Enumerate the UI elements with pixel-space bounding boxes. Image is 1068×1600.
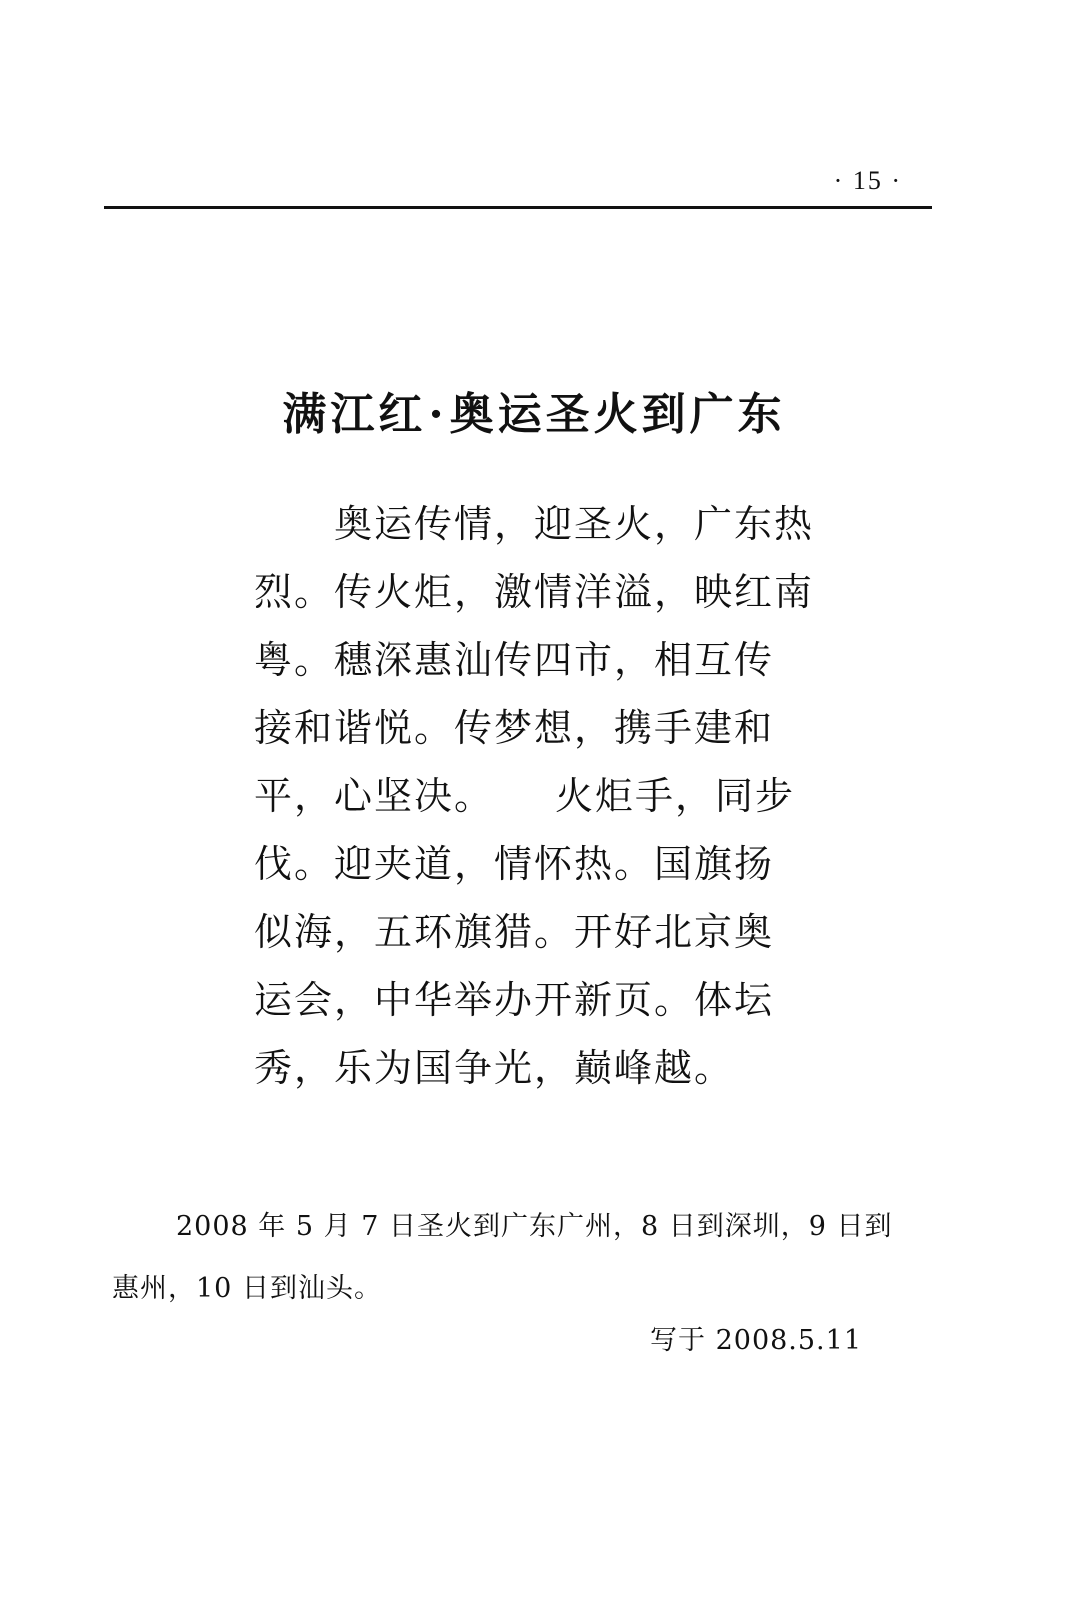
title-separator: ·	[428, 389, 448, 440]
poem-line: 粤。穗深惠汕传四市，相互传	[254, 638, 775, 682]
footnote-line: 惠州，10 日到汕头。	[112, 1273, 382, 1304]
poem-line: 奥运传情，迎圣火，广东热	[254, 502, 815, 546]
poem-line: 接和谐悦。传梦想，携手建和	[254, 706, 775, 750]
page-number: · 15 ·	[833, 166, 902, 195]
signature-date: 写于 2008.5.11	[650, 1325, 862, 1356]
title-main: 满江红	[282, 389, 427, 440]
poem-line: 秀，乐为国争光，巅峰越。	[254, 1046, 735, 1090]
poem-line: 似海，五环旗猎。开好北京奥	[254, 910, 775, 954]
header-rule	[104, 206, 932, 209]
footnote	[112, 1196, 942, 1320]
poem-body	[254, 490, 815, 1102]
poem-line: 伐。迎夹道，情怀热。国旗扬	[254, 842, 775, 886]
poem-line: 运会，中华举办开新页。体坛	[254, 978, 775, 1022]
poem-line: 平，心坚决。 火炬手，同步	[254, 774, 796, 818]
title-sub: 奥运圣火到广东	[449, 389, 786, 440]
poem-line: 烈。传火炬，激情洋溢，映红南	[254, 570, 815, 614]
footnote-line: 2008 年 5 月 7 日圣火到广东广州，8 日到深圳，9 日到	[176, 1211, 893, 1242]
poem-title	[0, 378, 1068, 442]
